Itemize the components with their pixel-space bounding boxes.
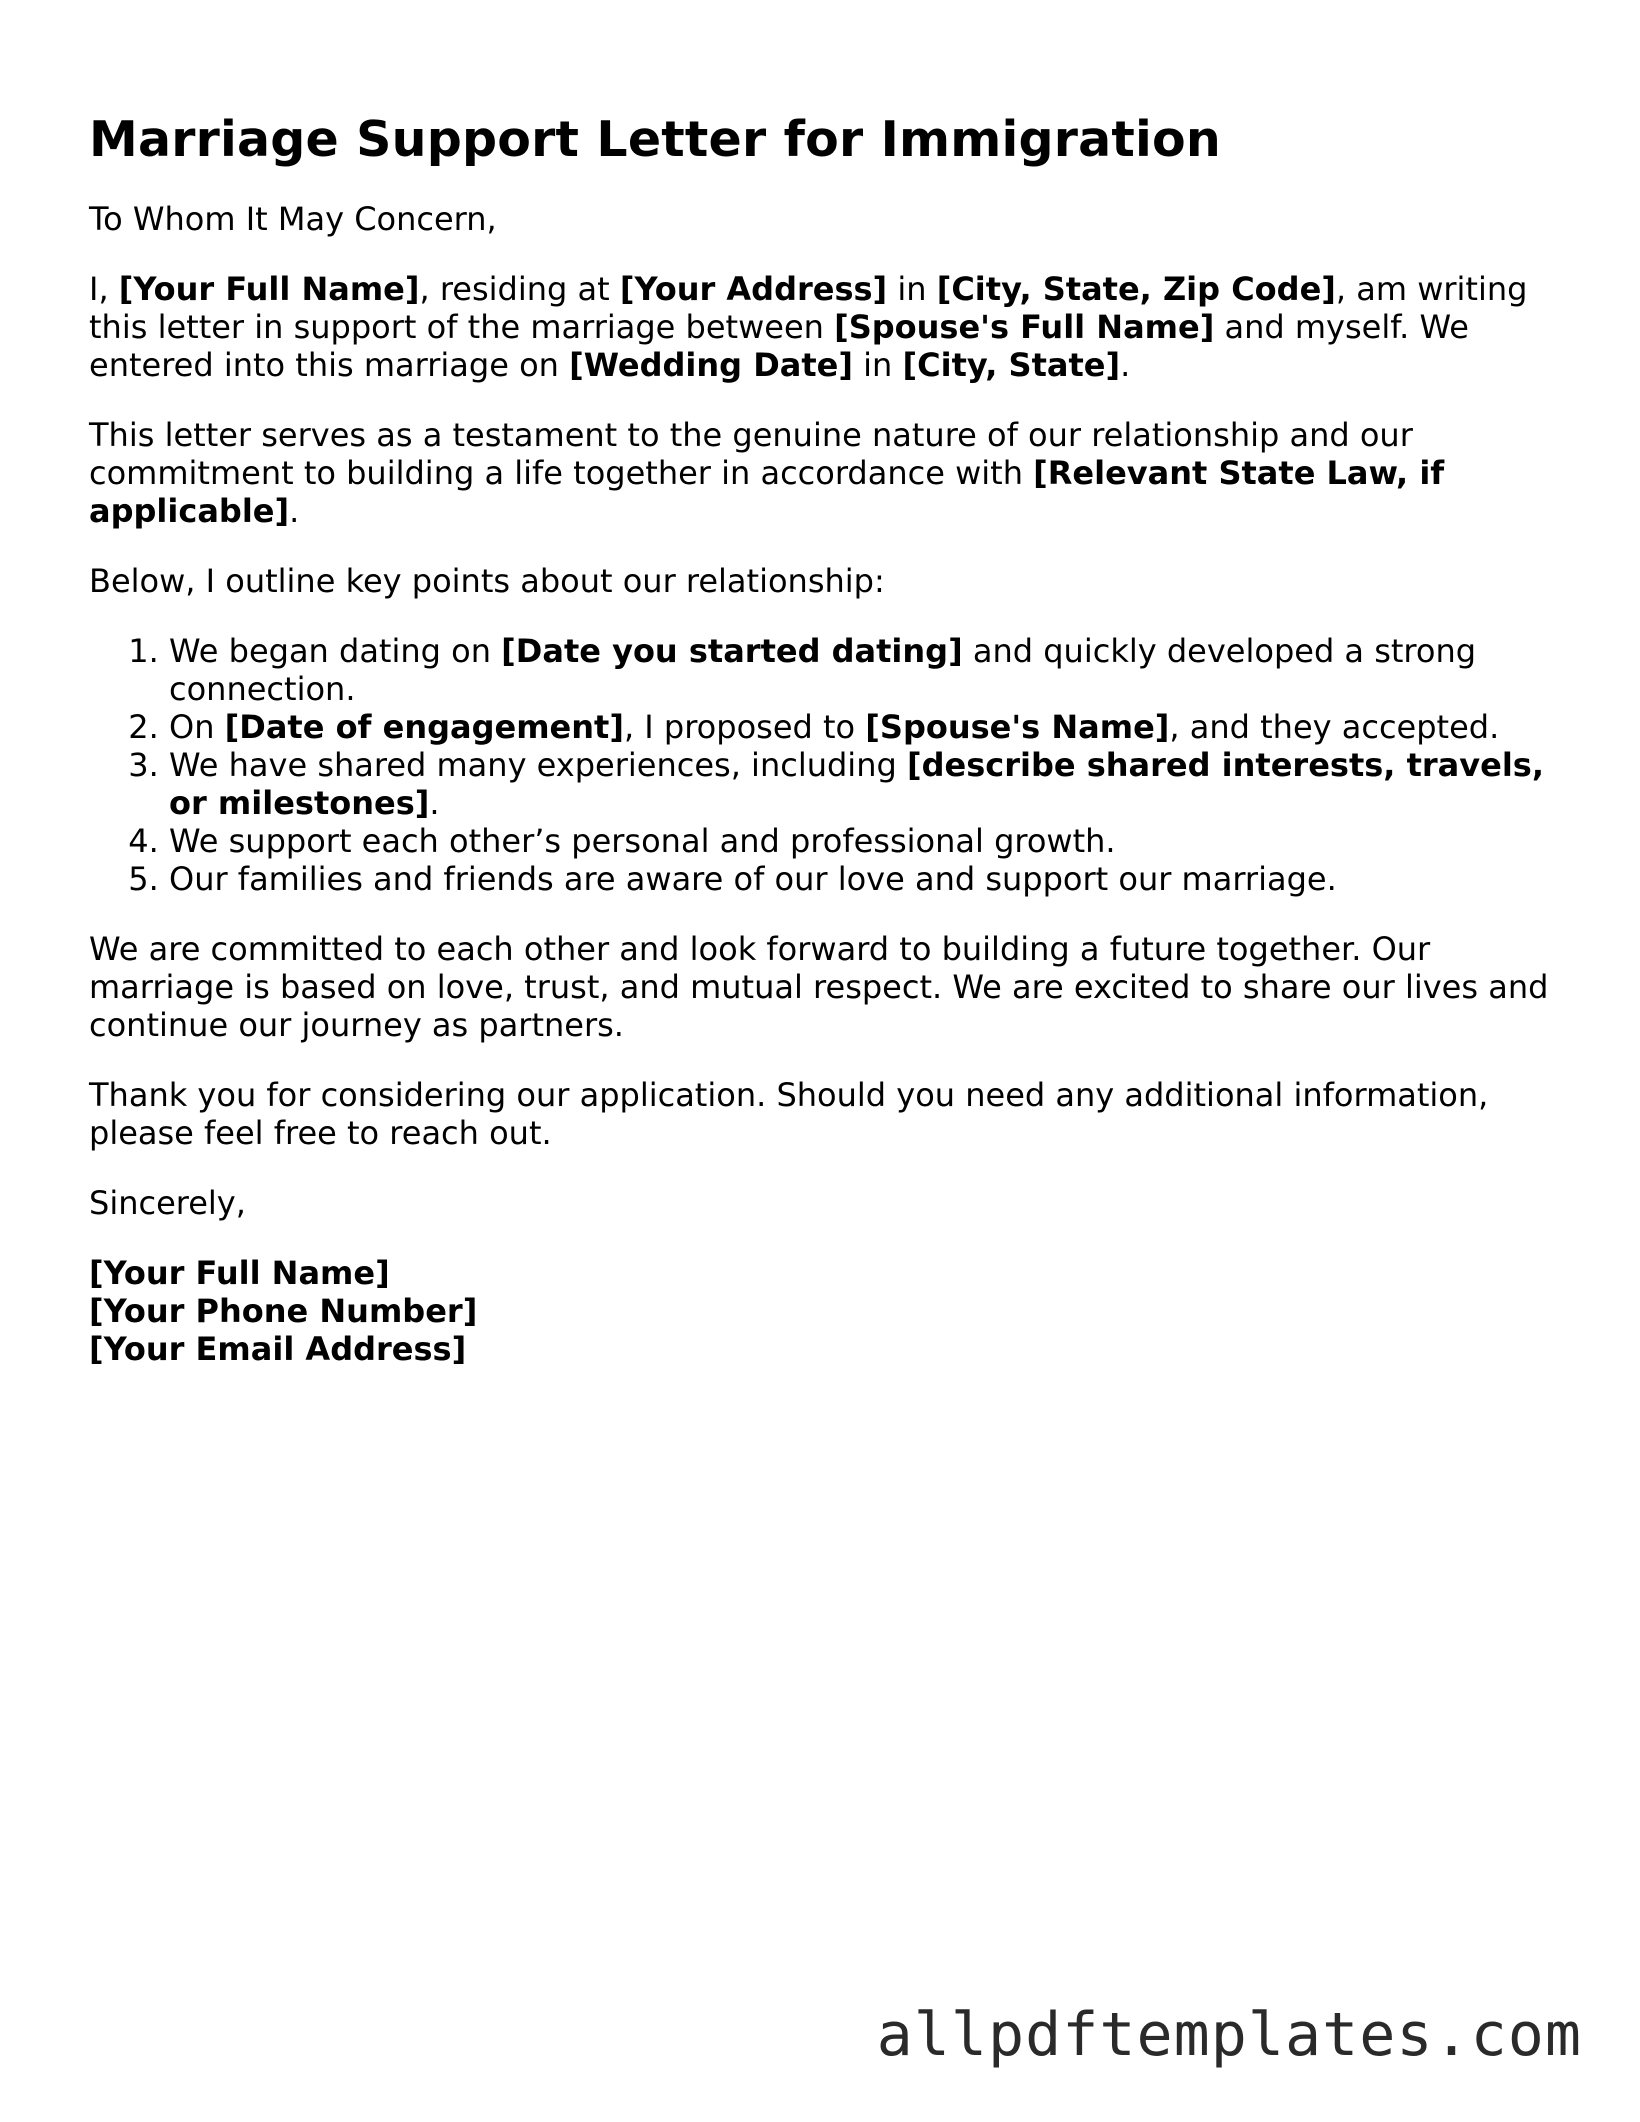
text: , am writing this letter in support of the marriage between [89, 270, 1528, 346]
list-intro: Below, I outline key points about our relationship: [89, 562, 885, 600]
text: , and they accepted. [1169, 708, 1500, 746]
text: . [1120, 346, 1131, 384]
placeholder-dating-date: [Date you started dating] [501, 632, 963, 670]
list-item: 4. We support each other’s personal and professional growth. [169, 822, 1569, 860]
text: . [289, 492, 300, 530]
placeholder-spouse-full-name: [Spouse's Full Name] [834, 308, 1215, 346]
salutation: To Whom It May Concern, [89, 200, 497, 238]
text: in [887, 270, 937, 308]
text: We began dating on [169, 632, 502, 670]
text: . [429, 784, 440, 822]
list-item [169, 708, 1569, 746]
placeholder-city-state-zip: [City, State, Zip Code] [936, 270, 1336, 308]
text: and myself. We entered into this marriage on [89, 308, 1469, 384]
text: This letter serves as a testament to the genuine nature of our relationship and our commitment to building a life together in accordance with [89, 416, 1413, 492]
paragraph-thanks: Thank you for considering our application. Should you need any additional information, please feel free to reach out. [89, 1076, 1489, 1152]
closing: Sincerely, [89, 1184, 246, 1222]
signature-email: [Your Email Address] [89, 1330, 467, 1368]
relationship-points-list [89, 632, 1569, 898]
signature-block [89, 1254, 1569, 1368]
placeholder-spouse-name: [Spouse's Name] [865, 708, 1170, 746]
signature-phone: [Your Phone Number] [89, 1292, 478, 1330]
text: and quickly developed a strong connection. [169, 632, 1477, 708]
letter-page [89, 110, 1569, 1368]
placeholder-engagement-date: [Date of engagement] [224, 708, 624, 746]
placeholder-address: [Your Address] [619, 270, 888, 308]
paragraph-commitment: We are committed to each other and look forward to building a future together. Our marriage is based on love, trust, and mutual respect. We are excited to share our lives and continue our journey as partners. [89, 930, 1549, 1044]
list-item [169, 632, 1569, 708]
text: On [169, 708, 225, 746]
text: , residing at [419, 270, 620, 308]
placeholder-shared-experiences: [describe shared interests, travels, or milestones] [169, 746, 1544, 822]
signature-name: [Your Full Name] [89, 1254, 390, 1292]
placeholder-state-law: [Relevant State Law, if applicable] [89, 454, 1445, 530]
text: We have shared many experiences, including [169, 746, 907, 784]
list-item [169, 746, 1569, 822]
placeholder-city-state: [City, State] [902, 346, 1121, 384]
watermark: allpdftemplates.com [876, 2000, 1582, 2070]
list-item: 5. Our families and friends are aware of our love and support our marriage. [169, 860, 1569, 898]
page-title: Marriage Support Letter for Immigration [89, 111, 1222, 168]
text: I, [89, 270, 119, 308]
paragraph-testament [89, 416, 1569, 530]
placeholder-wedding-date: [Wedding Date] [569, 346, 853, 384]
placeholder-full-name: [Your Full Name] [118, 270, 420, 308]
paragraph-introduction [89, 270, 1569, 384]
text: in [852, 346, 903, 384]
text: , I proposed to [623, 708, 866, 746]
